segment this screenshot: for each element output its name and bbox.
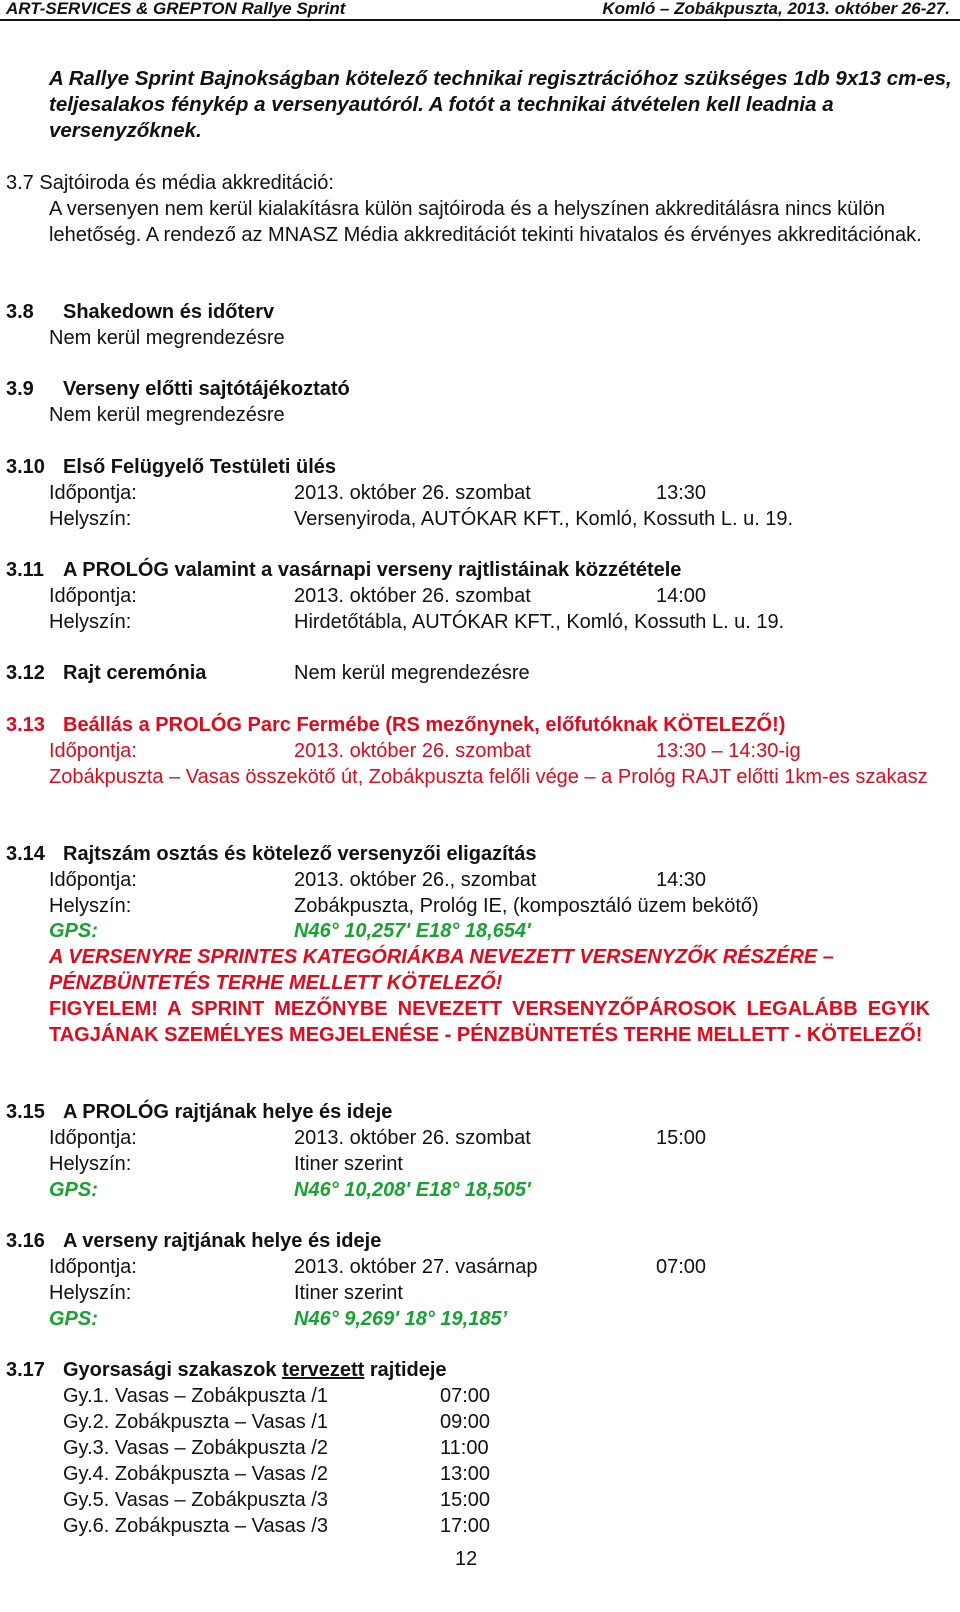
- section-3-10-title: Első Felügyelő Testületi ülés: [63, 456, 337, 478]
- section-3-13-time-label: Időpontja:: [49, 740, 137, 762]
- section-3-13-date: 2013. október 26. szombat: [294, 740, 531, 762]
- section-3-14-number: 3.14: [6, 843, 45, 865]
- section-3-10-time: 13:30: [656, 482, 707, 504]
- section-3-14-gps: N46° 10,257' E18° 18,654': [294, 920, 531, 942]
- section-3-10-place-label: Helyszín:: [49, 508, 132, 530]
- section-3-10-place: Versenyiroda, AUTÓKAR KFT., Komló, Kossuth L. u. 19.: [294, 508, 794, 530]
- stage-name: Gy.5. Vasas – Zobákpuszta /3: [63, 1489, 328, 1511]
- section-3-14-gps-label: GPS:: [49, 920, 98, 942]
- section-3-17-title-pre: Gyorsasági szakaszok: [63, 1359, 277, 1381]
- section-3-13-title: Beállás a PROLÓG Parc Fermébe (RS mezőnynek, előfutóknak KÖTELEZŐ!): [63, 714, 786, 736]
- stage-name: Gy.1. Vasas – Zobákpuszta /1: [63, 1385, 328, 1407]
- section-3-15-time-label: Időpontja:: [49, 1127, 137, 1149]
- stage-name: Gy.2. Zobákpuszta – Vasas /1: [63, 1411, 328, 1433]
- section-3-16-time-label: Időpontja:: [49, 1256, 137, 1278]
- section-3-16-gps-label: GPS:: [49, 1308, 98, 1330]
- section-3-14-place-label: Helyszín:: [49, 895, 132, 917]
- section-3-17-number: 3.17: [6, 1359, 45, 1381]
- section-3-9-text: Nem kerül megrendezésre: [49, 404, 285, 426]
- stage-name: Gy.6. Zobákpuszta – Vasas /3: [63, 1515, 328, 1537]
- section-3-8-title: Shakedown és időterv: [63, 301, 275, 323]
- section-3-15-place: Itiner szerint: [294, 1153, 403, 1175]
- section-3-11-title: A PROLÓG valamint a vasárnapi verseny rajtlistáinak közzététele: [63, 559, 682, 581]
- section-3-15-gps: N46° 10,208' E18° 18,505': [294, 1179, 531, 1201]
- section-3-17-title-post: rajtideje: [369, 1359, 447, 1381]
- section-3-11-time: 14:00: [656, 585, 707, 607]
- section-3-15-title: A PROLÓG rajtjának helye és ideje: [63, 1101, 393, 1123]
- section-3-14-place: Zobákpuszta, Prológ IE, (komposztáló üzem bekötő): [294, 895, 759, 917]
- stage-time: 15:00: [440, 1489, 491, 1511]
- section-3-13-time: 13:30 – 14:30-ig: [656, 740, 801, 762]
- section-3-11-number: 3.11: [6, 559, 44, 581]
- section-3-11-place: Hirdetőtábla, AUTÓKAR KFT., Komló, Kossuth L. u. 19.: [294, 611, 785, 633]
- section-3-15-gps-label: GPS:: [49, 1179, 98, 1201]
- section-3-16-number: 3.16: [6, 1230, 45, 1252]
- stage-time: 07:00: [440, 1385, 491, 1407]
- section-3-16-place: Itiner szerint: [294, 1282, 403, 1304]
- section-3-14-date: 2013. október 26., szombat: [294, 869, 537, 891]
- section-3-17-title-underlined: tervezett: [282, 1359, 365, 1381]
- page-number: 12: [455, 1548, 478, 1570]
- section-3-14-title: Rajtszám osztás és kötelező versenyzői eligazítás: [63, 843, 537, 865]
- section-3-13-number: 3.13: [6, 714, 45, 736]
- section-3-9-title: Verseny előtti sajtótájékoztató: [63, 378, 350, 400]
- section-3-16-title: A verseny rajtjának helye és ideje: [63, 1230, 382, 1252]
- stage-name: Gy.4. Zobákpuszta – Vasas /2: [63, 1463, 328, 1485]
- section-3-8-text: Nem kerül megrendezésre: [49, 327, 285, 349]
- section-3-14-time-label: Időpontja:: [49, 869, 137, 891]
- page-header: [0, 0, 960, 21]
- section-3-10-date: 2013. október 26. szombat: [294, 482, 531, 504]
- section-3-8-number: 3.8: [6, 301, 34, 323]
- section-3-15-number: 3.15: [6, 1101, 45, 1123]
- section-3-9-number: 3.9: [6, 378, 34, 400]
- section-3-10-number: 3.10: [6, 456, 45, 478]
- section-3-17-title: [63, 1357, 447, 1383]
- section-3-7-title: 3.7 Sajtóiroda és média akkreditáció:: [6, 172, 334, 194]
- section-3-16-time: 07:00: [656, 1256, 707, 1278]
- section-3-12-text: Nem kerül megrendezésre: [294, 662, 530, 684]
- section-3-12-number: 3.12: [6, 662, 45, 684]
- section-3-16-gps: N46° 9,269' 18° 19,185’: [294, 1308, 508, 1330]
- stage-time: 09:00: [440, 1411, 491, 1433]
- section-3-16-place-label: Helyszín:: [49, 1282, 132, 1304]
- section-3-15-place-label: Helyszín:: [49, 1153, 132, 1175]
- section-3-12-title: Rajt ceremónia: [63, 662, 207, 684]
- section-3-7-text: A versenyen nem kerül kialakításra külön sajtóiroda és a helyszínen akkreditálásra nincs külön lehetőség. A rendező az MNASZ Média akkreditációt tekinti hivatalos és érvényes akkreditációnak.: [49, 198, 922, 246]
- header-right: Komló – Zobákpuszta, 2013. október 26-27.: [602, 0, 950, 18]
- section-3-14-time: 14:30: [656, 869, 707, 891]
- section-3-10-time-label: Időpontja:: [49, 482, 137, 504]
- section-3-11-time-label: Időpontja:: [49, 585, 137, 607]
- stage-name: Gy.3. Vasas – Zobákpuszta /2: [63, 1437, 328, 1459]
- stage-time: 11:00: [440, 1437, 489, 1459]
- section-3-11-date: 2013. október 26. szombat: [294, 585, 531, 607]
- intro-paragraph: A Rallye Sprint Bajnokságban kötelező technikai regisztrációhoz szükséges 1db 9x13 cm-es, teljesalakos fénykép a versenyautóról. A fotót a technikai átvételen kell leadnia a versenyzőknek.: [49, 67, 952, 142]
- section-3-13-text: Zobákpuszta – Vasas összekötő út, Zobákpuszta felőli vége – a Prológ RAJT előtti 1km-es szakasz: [49, 766, 928, 788]
- section-3-14-warning-1: A VERSENYRE SPRINTES KATEGÓRIÁKBA NEVEZETT VERSENYZŐK RÉSZÉRE – PÉNZBÜNTETÉS TERHE MELLETT KÖTELEZŐ!: [49, 946, 834, 994]
- section-3-16-date: 2013. október 27. vasárnap: [294, 1256, 538, 1278]
- section-3-11-place-label: Helyszín:: [49, 611, 132, 633]
- header-left: ART-SERVICES & GREPTON Rallye Sprint: [6, 0, 346, 18]
- section-3-15-date: 2013. október 26. szombat: [294, 1127, 531, 1149]
- section-3-14-warning-2: FIGYELEM! A SPRINT MEZŐNYBE NEVEZETT VERSENYZŐPÁROSOK LEGALÁBB EGYIK TAGJÁNAK SZEMÉLYES MEGJELENÉSE - PÉNZBÜNTETÉS TERHE MELLETT - KÖTELEZŐ!: [49, 998, 930, 1046]
- section-3-15-time: 15:00: [656, 1127, 707, 1149]
- stage-time: 17:00: [440, 1515, 491, 1537]
- stage-time: 13:00: [440, 1463, 491, 1485]
